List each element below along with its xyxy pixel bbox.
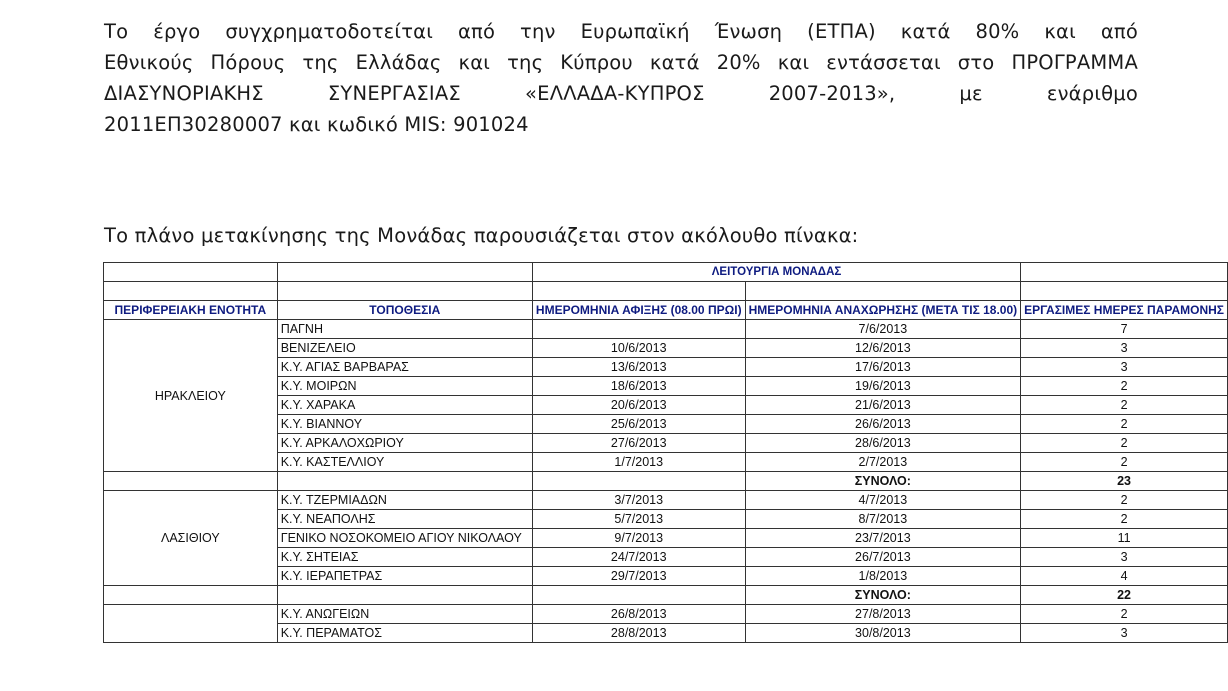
departure-cell: 12/6/2013 xyxy=(745,339,1021,358)
arrival-column-header: ΗΜΕΡΟΜΗΝΙΑ ΑΦΙΞΗΣ (08.00 ΠΡΩΙ) xyxy=(532,301,745,320)
days-cell: 3 xyxy=(1021,624,1228,643)
days-cell: 11 xyxy=(1021,529,1228,548)
departure-cell: 21/6/2013 xyxy=(745,396,1021,415)
departure-cell: 4/7/2013 xyxy=(745,491,1021,510)
departure-cell: 19/6/2013 xyxy=(745,377,1021,396)
days-cell: 2 xyxy=(1021,510,1228,529)
location-cell: Κ.Υ. ΑΝΩΓΕΙΩΝ xyxy=(277,605,532,624)
arrival-cell xyxy=(532,320,745,339)
location-cell: Κ.Υ. ΚΑΣΤΕΛΛΙΟΥ xyxy=(277,453,532,472)
days-cell: 2 xyxy=(1021,491,1228,510)
paragraph-line-1: Το έργο συγχρηματοδοτείται από την Ευρωπαϊκή Ένωση (ΕΤΠΑ) κατά 80% και από xyxy=(104,20,1138,43)
paragraph-line-4: 2011ΕΠ30280007 και κωδικό MIS: 901024 xyxy=(104,113,529,136)
blank-cell xyxy=(104,263,278,282)
location-cell: Κ.Υ. ΣΗΤΕΙΑΣ xyxy=(277,548,532,567)
arrival-cell: 1/7/2013 xyxy=(532,453,745,472)
days-cell: 2 xyxy=(1021,377,1228,396)
table-row xyxy=(104,491,1228,510)
location-cell: Κ.Υ. ΑΡΚΑΛΟΧΩΡΙΟΥ xyxy=(277,434,532,453)
total-row xyxy=(104,586,1228,605)
location-column-header: ΤΟΠΟΘΕΣΙΑ xyxy=(277,301,532,320)
blank-cell xyxy=(277,263,532,282)
location-cell: Κ.Υ. ΒΙΑΝΝΟΥ xyxy=(277,415,532,434)
arrival-cell: 29/7/2013 xyxy=(532,567,745,586)
days-cell: 2 xyxy=(1021,396,1228,415)
location-cell: ΠΑΓΝΗ xyxy=(277,320,532,339)
blank-cell xyxy=(277,472,532,491)
arrival-cell: 9/7/2013 xyxy=(532,529,745,548)
unit-operation-header: ΛΕΙΤΟΥΡΓΙΑ ΜΟΝΑΔΑΣ xyxy=(532,263,1020,282)
departure-cell: 26/6/2013 xyxy=(745,415,1021,434)
location-cell: Κ.Υ. ΤΖΕΡΜΙΑΔΩΝ xyxy=(277,491,532,510)
departure-cell: 28/6/2013 xyxy=(745,434,1021,453)
blank-cell xyxy=(532,472,745,491)
location-cell: Κ.Υ. ΝΕΑΠΟΛΗΣ xyxy=(277,510,532,529)
arrival-cell: 13/6/2013 xyxy=(532,358,745,377)
paragraph-line-2: Εθνικούς Πόρους της Ελλάδας και της Κύπρου κατά 20% και εντάσσεται στο ΠΡΟΓΡΑΜΜΑ xyxy=(104,51,1138,74)
arrival-cell: 18/6/2013 xyxy=(532,377,745,396)
blank-cell xyxy=(532,586,745,605)
location-cell: Κ.Υ. ΜΟΙΡΩΝ xyxy=(277,377,532,396)
table-row xyxy=(104,320,1228,339)
arrival-cell: 5/7/2013 xyxy=(532,510,745,529)
arrival-cell: 3/7/2013 xyxy=(532,491,745,510)
departure-cell: 7/6/2013 xyxy=(745,320,1021,339)
total-label-cell: ΣΥΝΟΛΟ: xyxy=(745,586,1021,605)
table-row xyxy=(104,605,1228,624)
total-value-cell: 22 xyxy=(1021,586,1228,605)
departure-column-header: ΗΜΕΡΟΜΗΝΙΑ ΑΝΑΧΩΡΗΣΗΣ (ΜΕΤΑ ΤΙΣ 18.00) xyxy=(745,301,1021,320)
arrival-cell: 26/8/2013 xyxy=(532,605,745,624)
arrival-cell: 28/8/2013 xyxy=(532,624,745,643)
table-header-row xyxy=(104,301,1228,320)
days-cell: 3 xyxy=(1021,358,1228,377)
table-group-header-row xyxy=(104,263,1228,282)
departure-cell: 27/8/2013 xyxy=(745,605,1021,624)
region-cell xyxy=(104,605,278,643)
departure-cell: 17/6/2013 xyxy=(745,358,1021,377)
blank-cell xyxy=(104,586,278,605)
location-cell: ΓΕΝΙΚΟ ΝΟΣΟΚΟΜΕΙΟ ΑΓΙΟΥ ΝΙΚΟΛΑΟΥ xyxy=(277,529,532,548)
blank-cell xyxy=(104,472,278,491)
location-cell: Κ.Υ. ΠΕΡΑΜΑΤΟΣ xyxy=(277,624,532,643)
departure-cell: 23/7/2013 xyxy=(745,529,1021,548)
arrival-cell: 27/6/2013 xyxy=(532,434,745,453)
total-label-cell: ΣΥΝΟΛΟ: xyxy=(745,472,1021,491)
blank-cell xyxy=(1021,263,1228,282)
region-column-header: ΠΕΡΙΦΕΡΕΙΑΚΗ ΕΝΟΤΗΤΑ xyxy=(104,301,278,320)
schedule-table xyxy=(103,262,1228,643)
days-cell: 4 xyxy=(1021,567,1228,586)
table-intro: Το πλάνο μετακίνησης της Μονάδας παρουσιάζεται στον ακόλουθο πίνακα: xyxy=(104,224,859,247)
days-cell: 2 xyxy=(1021,415,1228,434)
funding-paragraph xyxy=(104,16,1138,140)
header-gap-row xyxy=(104,282,1228,301)
total-row xyxy=(104,472,1228,491)
arrival-cell: 24/7/2013 xyxy=(532,548,745,567)
departure-cell: 26/7/2013 xyxy=(745,548,1021,567)
location-cell: Κ.Υ. ΙΕΡΑΠΕΤΡΑΣ xyxy=(277,567,532,586)
location-cell: Κ.Υ. ΧΑΡΑΚΑ xyxy=(277,396,532,415)
days-cell: 7 xyxy=(1021,320,1228,339)
blank-cell xyxy=(277,586,532,605)
paragraph-line-3: ΔΙΑΣΥΝΟΡΙΑΚΗΣ ΣΥΝΕΡΓΑΣΙΑΣ «ΕΛΛΑΔΑ-ΚΥΠΡΟΣ 2007-2013», με ενάριθμο xyxy=(104,82,1138,105)
total-value-cell: 23 xyxy=(1021,472,1228,491)
region-cell: ΛΑΣΙΘΙΟΥ xyxy=(104,491,278,586)
days-cell: 2 xyxy=(1021,453,1228,472)
days-cell: 3 xyxy=(1021,339,1228,358)
departure-cell: 30/8/2013 xyxy=(745,624,1021,643)
departure-cell: 1/8/2013 xyxy=(745,567,1021,586)
location-cell: ΒΕΝΙΖΕΛΕΙΟ xyxy=(277,339,532,358)
departure-cell: 2/7/2013 xyxy=(745,453,1021,472)
arrival-cell: 25/6/2013 xyxy=(532,415,745,434)
location-cell: Κ.Υ. ΑΓΙΑΣ ΒΑΡΒΑΡΑΣ xyxy=(277,358,532,377)
region-cell: ΗΡΑΚΛΕΙΟΥ xyxy=(104,320,278,472)
arrival-cell: 20/6/2013 xyxy=(532,396,745,415)
arrival-cell: 10/6/2013 xyxy=(532,339,745,358)
days-cell: 2 xyxy=(1021,605,1228,624)
days-cell: 3 xyxy=(1021,548,1228,567)
departure-cell: 8/7/2013 xyxy=(745,510,1021,529)
days-column-header: ΕΡΓΑΣΙΜΕΣ ΗΜΕΡΕΣ ΠΑΡΑΜΟΝΗΣ xyxy=(1021,301,1228,320)
days-cell: 2 xyxy=(1021,434,1228,453)
